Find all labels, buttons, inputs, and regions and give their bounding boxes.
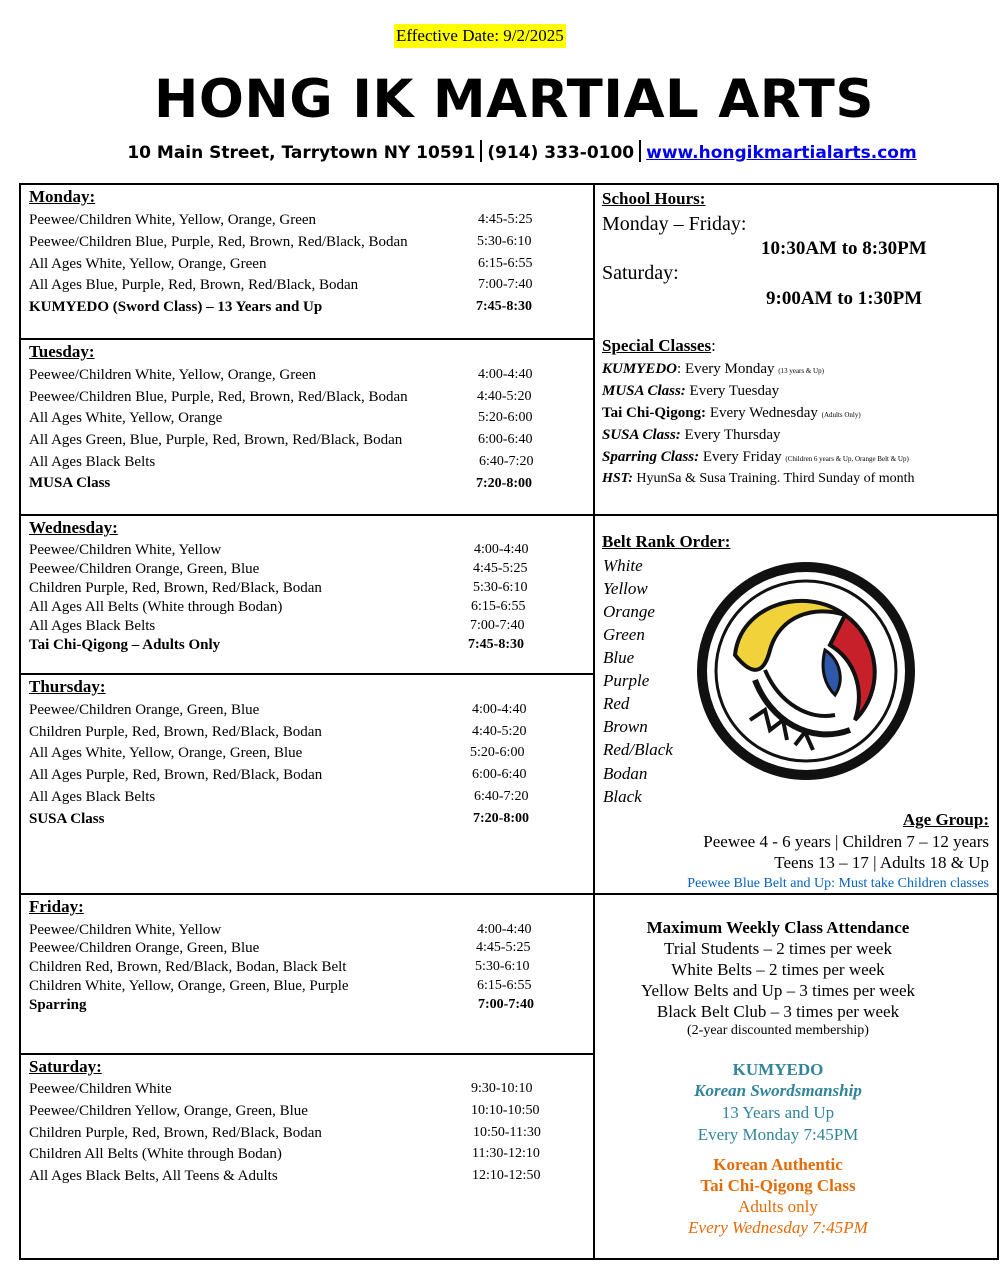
belt-item: Blue [603, 648, 635, 667]
friday-section [19, 893, 595, 1055]
class-time: 4:00-4:40 [472, 702, 527, 717]
belt-item: White [603, 556, 643, 575]
class-time: 7:45-8:30 [468, 637, 524, 652]
hours-section [593, 183, 999, 516]
class-time: 6:40-7:20 [479, 454, 534, 469]
belt-rank-section [593, 514, 999, 895]
class-time: 7:45-8:30 [476, 299, 532, 314]
age-group-note: Peewee Blue Belt and Up: Must take Children classes [687, 876, 989, 891]
attendance-note: (2-year discounted membership) [687, 1023, 869, 1038]
class-time: 6:00-6:40 [472, 767, 527, 782]
weekday-hours: 10:30AM to 8:30PM [761, 238, 927, 259]
divider [639, 140, 641, 162]
class-time: 7:20-8:00 [476, 476, 532, 491]
attendance-line: Black Belt Club – 3 times per week [656, 1002, 900, 1021]
class-label: KUMYEDO (Sword Class) – 13 Years and Up [29, 299, 323, 315]
class-label: Children Purple, Red, Brown, Red/Black, Bodan [29, 1125, 322, 1141]
kumyedo-title: KUMYEDO [732, 1060, 824, 1079]
weekday-label: Monday – Friday: [602, 213, 747, 235]
class-label: Children Purple, Red, Brown, Red/Black, Bodan [29, 724, 322, 740]
special-class-item: MUSA Class: Every Tuesday [602, 383, 780, 399]
class-label: All Ages White, Yellow, Orange, Green [29, 256, 267, 272]
attendance-block [595, 895, 961, 1040]
class-time: 7:00-7:40 [478, 997, 534, 1012]
kumyedo-time: Every Monday 7:45PM [697, 1125, 859, 1144]
class-label: MUSA Class [29, 475, 111, 491]
taichi-promo [595, 1154, 961, 1239]
class-time: 5:30-6:10 [473, 580, 528, 595]
class-time: 12:10-12:50 [472, 1168, 541, 1183]
class-label: Peewee/Children White, Yellow, Orange, Green [29, 367, 317, 383]
belt-item: Yellow [603, 579, 648, 598]
age-group-line: Peewee 4 - 6 years | Children 7 – 12 years [703, 832, 989, 851]
belt-rank-heading: Belt Rank Order: [602, 532, 731, 551]
class-time: 6:15-6:55 [471, 599, 526, 614]
divider [480, 140, 482, 162]
class-time: 4:40-5:20 [477, 389, 532, 404]
class-label: Peewee/Children White, Yellow, Orange, Green [29, 212, 317, 228]
day-heading: Wednesday: [29, 518, 118, 537]
class-time: 7:00-7:40 [478, 277, 533, 292]
class-time: 4:00-4:40 [477, 922, 532, 937]
attendance-line: White Belts – 2 times per week [671, 960, 885, 979]
class-label: Sparring [29, 997, 87, 1013]
taichi-title: Korean Authentic [713, 1155, 843, 1174]
kumyedo-subtitle: Korean Swordsmanship [694, 1081, 862, 1100]
class-time: 9:30-10:10 [471, 1081, 533, 1096]
special-class-item: Tai Chi-Qigong: Every Wednesday (Adults Only) [602, 405, 861, 421]
day-heading: Tuesday: [29, 342, 95, 361]
class-time: 6:00-6:40 [478, 432, 533, 447]
taichi-subtitle: Tai Chi-Qigong Class [700, 1176, 856, 1195]
class-label: Peewee/Children Orange, Green, Blue [29, 561, 260, 577]
class-label: Peewee/Children Blue, Purple, Red, Brown, Red/Black, Bodan [29, 234, 408, 250]
class-label: Peewee/Children Blue, Purple, Red, Brown, Red/Black, Bodan [29, 389, 408, 405]
page-title: HONG IK MARTIAL ARTS [153, 69, 875, 130]
class-label: Peewee/Children Orange, Green, Blue [29, 940, 260, 956]
tuesday-section [19, 338, 595, 516]
class-label: Tai Chi-Qigong – Adults Only [29, 637, 221, 653]
class-label: All Ages Blue, Purple, Red, Brown, Red/Black, Bodan [29, 277, 359, 293]
class-time: 5:20-6:00 [478, 410, 533, 425]
taichi-adults: Adults only [738, 1197, 818, 1216]
class-label: All Ages Black Belts [29, 789, 156, 805]
belt-item: Orange [603, 602, 655, 621]
class-time: 5:30-6:10 [477, 234, 532, 249]
class-label: Children All Belts (White through Bodan) [29, 1146, 282, 1162]
age-group-line: Teens 13 – 17 | Adults 18 & Up [774, 853, 989, 872]
belt-item: Brown [603, 717, 648, 736]
class-time: 5:20-6:00 [470, 745, 525, 760]
phone: (914) 333-0100 [487, 143, 635, 163]
class-label: All Ages Black Belts [29, 618, 156, 634]
class-label: Children Purple, Red, Brown, Red/Black, Bodan [29, 580, 322, 596]
class-label: Peewee/Children Orange, Green, Blue [29, 702, 260, 718]
class-label: All Ages Green, Blue, Purple, Red, Brown, Red/Black, Bodan [29, 432, 403, 448]
saturday-hours: 9:00AM to 1:30PM [766, 288, 923, 309]
dragon-circle-logo-icon [695, 560, 917, 782]
class-time: 4:45-5:25 [473, 561, 528, 576]
class-time: 4:00-4:40 [474, 542, 529, 557]
monday-section [19, 183, 595, 340]
saturday-section [19, 1053, 595, 1260]
class-label: All Ages Black Belts [29, 454, 156, 470]
belt-item: Purple [603, 671, 650, 690]
class-label: Peewee/Children White, Yellow [29, 922, 222, 938]
belt-item: Black [603, 787, 642, 806]
class-time: 7:00-7:40 [470, 618, 525, 633]
class-time: 7:20-8:00 [473, 811, 529, 826]
saturday-label: Saturday: [602, 262, 679, 284]
class-label: SUSA Class [29, 811, 105, 827]
class-label: Children Red, Brown, Red/Black, Bodan, Black Belt [29, 959, 347, 975]
day-heading: Thursday: [29, 677, 106, 696]
day-heading: Monday: [29, 187, 96, 206]
special-class-item: HST: HyunSa & Susa Training. Third Sunday of month [602, 471, 915, 486]
class-time: 4:40-5:20 [472, 724, 527, 739]
thursday-section [19, 673, 595, 895]
belt-item: Red/Black [603, 740, 673, 759]
special-class-item: SUSA Class: Every Thursday [602, 427, 781, 443]
belt-item: Green [603, 625, 645, 644]
attendance-heading: Maximum Weekly Class Attendance [646, 918, 910, 937]
class-time: 11:30-12:10 [472, 1146, 540, 1161]
website-link[interactable]: www.hongikmartialarts.com [646, 143, 917, 163]
contact-line [22, 140, 1000, 165]
wednesday-section [19, 514, 595, 675]
age-group-heading: Age Group: [902, 810, 989, 829]
class-label: All Ages Black Belts, All Teens & Adults [29, 1168, 278, 1184]
attendance-line: Yellow Belts and Up – 3 times per week [640, 981, 916, 1000]
taichi-time: Every Wednesday 7:45PM [688, 1218, 868, 1237]
special-class-item: KUMYEDO: Every Monday (13 years & Up) [602, 361, 824, 377]
class-label: Children White, Yellow, Orange, Green, Blue, Purple [29, 978, 349, 994]
day-heading: Friday: [29, 897, 84, 916]
kumyedo-promo [595, 1059, 961, 1145]
class-label: Peewee/Children Yellow, Orange, Green, Blue [29, 1103, 308, 1119]
class-time: 6:40-7:20 [474, 789, 529, 804]
class-time: 5:30-6:10 [475, 959, 530, 974]
effective-date: Effective Date: 9/2/2025 [394, 24, 566, 48]
class-label: Peewee/Children White [29, 1081, 172, 1097]
class-time: 6:15-6:55 [478, 256, 533, 271]
class-label: All Ages White, Yellow, Orange [29, 410, 223, 426]
class-label: Peewee/Children White, Yellow [29, 542, 222, 558]
class-time: 6:15-6:55 [477, 978, 532, 993]
class-time: 4:45-5:25 [478, 212, 533, 227]
belt-item: Bodan [603, 764, 648, 783]
class-time: 10:50-11:30 [473, 1125, 541, 1140]
class-label: All Ages White, Yellow, Orange, Green, Blue [29, 745, 303, 761]
class-time: 4:00-4:40 [478, 367, 533, 382]
belt-item: Red [603, 694, 630, 713]
attendance-line: Trial Students – 2 times per week [664, 939, 892, 958]
address: 10 Main Street, Tarrytown NY 10591 [127, 143, 476, 163]
class-label: All Ages All Belts (White through Bodan) [29, 599, 283, 615]
day-heading: Saturday: [29, 1057, 102, 1076]
kumyedo-age: 13 Years and Up [721, 1103, 835, 1122]
special-class-item: Sparring Class: Every Friday (Children 6 years & Up, Orange Belt & Up) [602, 449, 909, 465]
class-time: 10:10-10:50 [471, 1103, 540, 1118]
class-label: All Ages Purple, Red, Brown, Red/Black, Bodan [29, 767, 323, 783]
class-time: 4:45-5:25 [476, 940, 531, 955]
special-classes-heading: Special Classes: [602, 336, 716, 355]
school-hours-heading: School Hours: [602, 189, 706, 208]
attendance-section [593, 893, 999, 1260]
